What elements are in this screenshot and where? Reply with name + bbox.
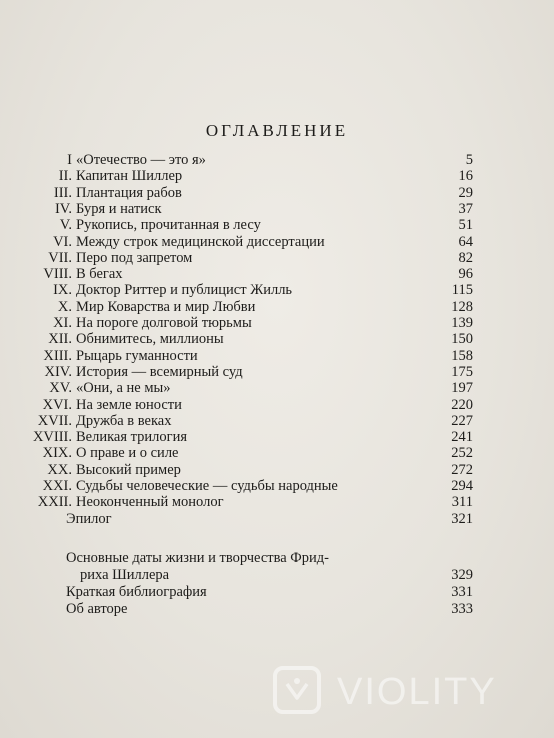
page-number: 227 [451, 413, 473, 429]
toc-entry [0, 478, 554, 494]
page-number: 321 [451, 511, 473, 527]
chapter-title: О праве и о силе [76, 445, 179, 461]
chapter-number: III. [53, 185, 72, 201]
toc-entry [0, 380, 554, 396]
page-number: 82 [458, 250, 473, 266]
chapter-title: Доктор Риттер и публицист Жилль [76, 282, 293, 298]
chapter-number: XIX. [42, 445, 72, 461]
appendix-title: риха Шиллера [80, 567, 170, 583]
page-number: 150 [451, 331, 473, 347]
chapter-title: В бегах [76, 266, 123, 282]
chapter-number: XXII. [37, 494, 72, 510]
page-number: 64 [458, 234, 473, 250]
chapter-title: Плантация рабов [76, 185, 182, 201]
toc-entry [0, 234, 554, 250]
chapter-number: V. [59, 217, 72, 233]
chapter-title: Перо под запретом [76, 250, 193, 266]
chapter-title: Рыцарь гуманности [76, 348, 198, 364]
chapter-number: VIII. [43, 266, 72, 282]
page-number: 175 [451, 364, 473, 380]
chapter-number: VI. [53, 234, 72, 250]
chapter-title: На земле юности [76, 397, 182, 413]
chapter-title: На пороге долговой тюрьмы [76, 315, 252, 331]
toc-entry [0, 413, 554, 429]
chapter-number: XVII. [37, 413, 72, 429]
page-number: 158 [451, 348, 473, 364]
chapter-title: Великая трилогия [76, 429, 188, 445]
chapter-number: II. [58, 168, 72, 184]
toc-entry [0, 429, 554, 445]
chapter-number: I [67, 152, 72, 168]
page-number: 197 [451, 380, 473, 396]
page-number: 128 [451, 299, 473, 315]
toc-entry [0, 331, 554, 347]
chapter-title: Обнимитесь, миллионы [76, 331, 224, 347]
chapter-number: XVIII. [32, 429, 72, 445]
appendix-title: Краткая библиография [66, 584, 207, 600]
appendix-entry [0, 550, 554, 566]
appendix-entry [0, 601, 554, 617]
page-number: 115 [451, 282, 473, 298]
chapter-number: X. [57, 299, 72, 315]
chapter-number: XVI. [42, 397, 72, 413]
chapter-number: IV. [54, 201, 72, 217]
page-number: 16 [458, 168, 473, 184]
chapter-title: «Отечество — это я» [76, 152, 206, 168]
appendix-title: Основные даты жизни и творчества Фрид- [66, 550, 329, 566]
chapter-number: VII. [48, 250, 72, 266]
page-number: 272 [451, 462, 473, 478]
chapter-title: Буря и натиск [76, 201, 162, 217]
toc-entry [0, 494, 554, 510]
page-number: 5 [465, 152, 473, 168]
watermark-text: VIOLITY [337, 671, 497, 713]
toc-entry [0, 266, 554, 282]
page-number: 51 [458, 217, 473, 233]
page-number: 329 [451, 567, 473, 583]
chapter-number: XV. [49, 380, 72, 396]
chapter-number: XI. [53, 315, 72, 331]
page-number: 220 [451, 397, 473, 413]
chapter-title: Неоконченный монолог [76, 494, 224, 510]
chapter-title: Судьбы человеческие — судьбы народные [76, 478, 338, 494]
toc-entry [0, 250, 554, 266]
page-number: 29 [458, 185, 473, 201]
chapter-title: Высокий пример [76, 462, 181, 478]
chapter-number: XII. [48, 331, 72, 347]
chapter-number: XXI. [42, 478, 72, 494]
toc-entry [0, 201, 554, 217]
toc-entry [0, 348, 554, 364]
chapter-title: Рукопись, прочитанная в лесу [76, 217, 261, 233]
page-number: 331 [451, 584, 473, 600]
appendix-title: Об авторе [66, 601, 128, 617]
page-number: 96 [458, 266, 473, 282]
toc-heading: ОГЛАВЛЕНИЕ [205, 121, 349, 140]
chapter-title: История — всемирный суд [76, 364, 243, 380]
chapter-title: Между строк медицинской диссертации [76, 234, 325, 250]
toc-entry [0, 152, 554, 168]
toc-entry [0, 168, 554, 184]
page-number: 294 [451, 478, 473, 494]
page-number: 311 [451, 494, 473, 510]
chapter-number: XIV. [44, 364, 72, 380]
toc-entry [0, 397, 554, 413]
appendix-entry [0, 584, 554, 600]
page-number: 139 [451, 315, 473, 331]
toc-entry [0, 315, 554, 331]
chapter-number: IX. [53, 282, 72, 298]
chapter-title: Капитан Шиллер [76, 168, 183, 184]
chapter-title: Дружба в веках [76, 413, 172, 429]
toc-entry [0, 511, 554, 527]
toc-entry [0, 282, 554, 298]
toc-entry [0, 445, 554, 461]
chapter-number: XX. [47, 462, 72, 478]
violity-logo-icon [273, 666, 321, 714]
toc-entry [0, 364, 554, 380]
appendix-entry [0, 567, 554, 583]
page-number: 37 [458, 201, 473, 217]
toc-entry [0, 217, 554, 233]
chapter-number: XIII. [43, 348, 72, 364]
page-number: 333 [451, 601, 473, 617]
chapter-title: «Они, а не мы» [76, 380, 171, 396]
toc-entry [0, 299, 554, 315]
chapter-title: Эпилог [66, 511, 112, 527]
toc-entry [0, 462, 554, 478]
toc-entry [0, 185, 554, 201]
page-number: 241 [451, 429, 473, 445]
page-number: 252 [451, 445, 473, 461]
chapter-title: Мир Коварства и мир Любви [76, 299, 256, 315]
